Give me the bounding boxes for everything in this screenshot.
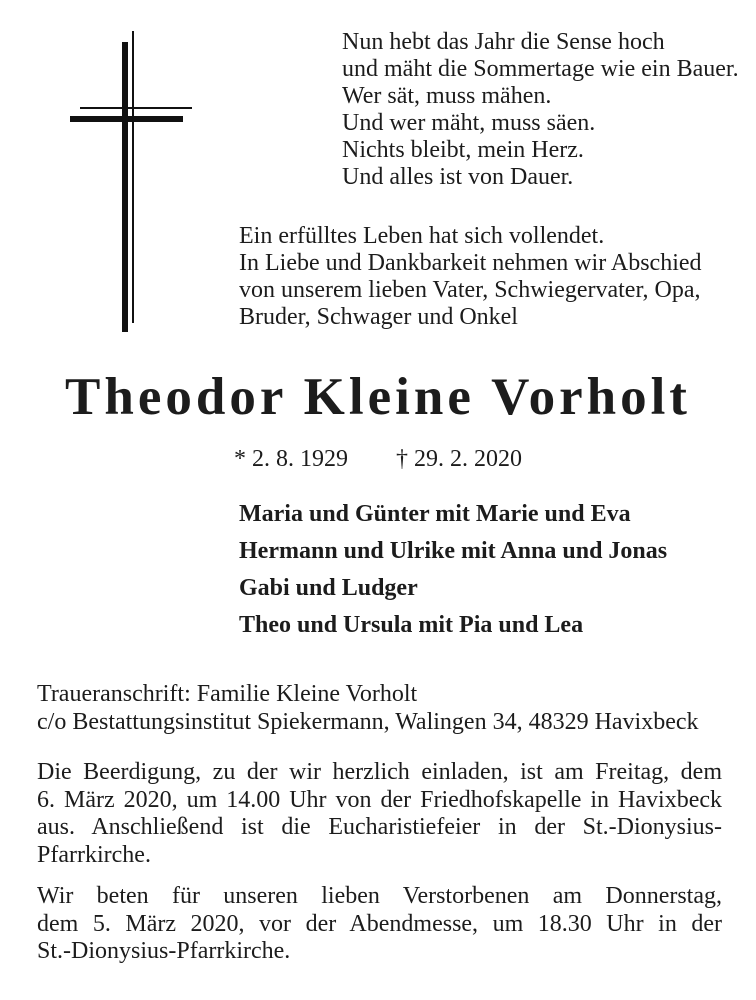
prayer-details	[37, 883, 722, 966]
funeral-details-line: 6. März 2020, um 14.00 Uhr von der Friedhofskapelle in Havixbeck	[37, 786, 722, 813]
prayer-details-line: Wir beten für unseren lieben Verstorbenen am Donnerstag,	[37, 883, 722, 909]
poem-line: Wer sät, muss mähen.	[342, 83, 552, 109]
mourners-line: Theo und Ursula mit Pia und Lea	[239, 612, 584, 638]
mourning-address	[37, 680, 699, 736]
poem-line: und mäht die Sommertage wie ein Bauer.	[342, 56, 739, 82]
mourners-line: Gabi und Ludger	[239, 575, 418, 601]
prayer-details-line: dem 5. März 2020, vor der Abendmesse, um 18.30 Uhr in der	[37, 910, 722, 937]
mourning-address-line: Traueranschrift: Familie Kleine Vorholt	[37, 681, 418, 707]
life-dates	[0, 444, 756, 474]
prayer-details-line: St.-Dionysius-Pfarrkirche.	[37, 938, 291, 964]
intro-line: Bruder, Schwager und Onkel	[239, 304, 518, 330]
mourners-line: Hermann und Ulrike mit Anna und Jonas	[239, 538, 668, 564]
poem-line: Und alles ist von Dauer.	[342, 164, 574, 190]
death-date: † 29. 2. 2020	[396, 446, 522, 472]
cross-thin-vertical-bar	[132, 31, 134, 323]
mourners-list	[239, 496, 667, 644]
funeral-details-line: aus. Anschließend ist die Eucharistiefeier in der St.-Dionysius-	[37, 814, 722, 840]
intro-line: von unserem lieben Vater, Schwiegervater, Opa,	[239, 277, 701, 303]
funeral-details-line: Die Beerdigung, zu der wir herzlich einladen, ist am Freitag, dem	[37, 759, 722, 785]
memorial-poem	[342, 29, 739, 191]
birth-date: * 2. 8. 1929	[234, 446, 348, 472]
intro-line: Ein erfülltes Leben hat sich vollendet.	[239, 223, 605, 249]
mourning-address-line: c/o Bestattungsinstitut Spiekermann, Walingen 34, 48329 Havixbeck	[37, 709, 699, 735]
memorial-cross-icon	[0, 0, 220, 350]
mourners-line: Maria und Günter mit Marie und Eva	[239, 501, 631, 527]
funeral-details-line: Pfarrkirche.	[37, 841, 151, 868]
poem-line: Nichts bleibt, mein Herz.	[342, 137, 584, 163]
cross-thin-horizontal-bar	[80, 107, 192, 109]
poem-line: Nun hebt das Jahr die Sense hoch	[342, 29, 665, 55]
cross-thick-vertical-bar	[122, 42, 128, 332]
deceased-name: Theodor Kleine Vorholt	[65, 368, 691, 426]
farewell-intro-text	[239, 223, 702, 331]
intro-line: In Liebe und Dankbarkeit nehmen wir Abschied	[239, 250, 702, 276]
cross-thick-horizontal-bar	[70, 116, 183, 122]
poem-line: Und wer mäht, muss säen.	[342, 110, 596, 136]
funeral-details	[37, 759, 722, 869]
